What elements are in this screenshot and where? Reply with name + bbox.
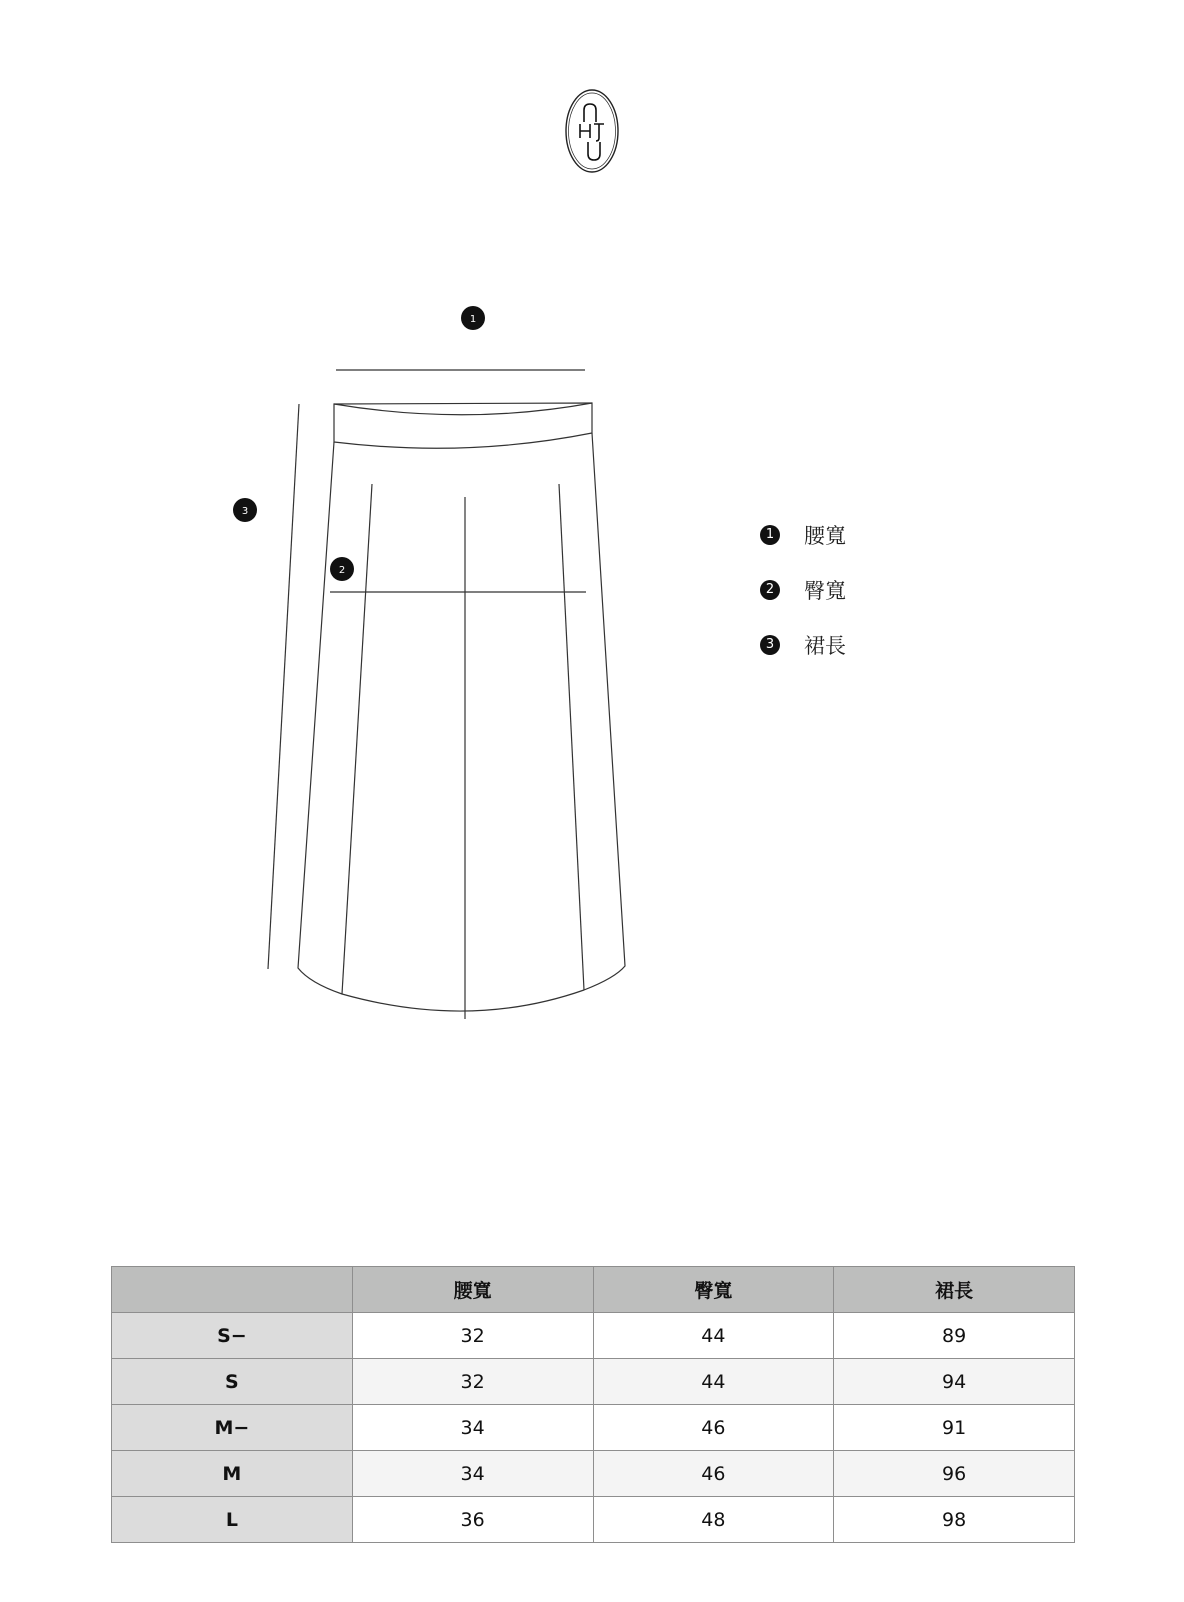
table-header-row bbox=[112, 1267, 1075, 1313]
table-corner-cell bbox=[112, 1267, 353, 1313]
marker-length bbox=[233, 498, 257, 522]
svg-text:2: 2 bbox=[338, 565, 346, 576]
table-cell: 34 bbox=[352, 1451, 593, 1497]
size-label: M− bbox=[112, 1405, 353, 1451]
legend-number-badge: 2 bbox=[760, 580, 780, 600]
svg-text:1: 1 bbox=[469, 314, 477, 325]
header-length: 裙長 bbox=[834, 1267, 1075, 1313]
table-row bbox=[112, 1497, 1075, 1543]
size-label: L bbox=[112, 1497, 353, 1543]
marker-waist bbox=[461, 306, 485, 330]
svg-text:3: 3 bbox=[241, 506, 249, 517]
size-label: S bbox=[112, 1359, 353, 1405]
table-cell: 94 bbox=[834, 1359, 1075, 1405]
legend-label: 裙長 bbox=[804, 634, 846, 658]
table-cell: 96 bbox=[834, 1451, 1075, 1497]
table-cell: 48 bbox=[593, 1497, 834, 1543]
legend-number-badge: 3 bbox=[760, 635, 780, 655]
table-cell: 32 bbox=[352, 1359, 593, 1405]
table-cell: 98 bbox=[834, 1497, 1075, 1543]
table-cell: 89 bbox=[834, 1313, 1075, 1359]
table-cell: 44 bbox=[593, 1359, 834, 1405]
size-label: S− bbox=[112, 1313, 353, 1359]
header-hip: 臀寬 bbox=[593, 1267, 834, 1313]
legend-item-hip bbox=[760, 577, 846, 603]
table-cell: 32 bbox=[352, 1313, 593, 1359]
length-measure-line bbox=[268, 404, 299, 969]
table-cell: 46 bbox=[593, 1405, 834, 1451]
legend-item-waist bbox=[760, 522, 846, 548]
table-cell: 44 bbox=[593, 1313, 834, 1359]
table-row bbox=[112, 1451, 1075, 1497]
skirt-seam-right bbox=[559, 484, 584, 990]
table-row bbox=[112, 1359, 1075, 1405]
table-cell: 91 bbox=[834, 1405, 1075, 1451]
marker-hip bbox=[330, 557, 354, 581]
legend-number-badge: 1 bbox=[760, 525, 780, 545]
legend-label: 臀寬 bbox=[804, 579, 846, 603]
measurement-legend bbox=[760, 522, 846, 687]
skirt-outline bbox=[298, 433, 625, 1011]
legend-label: 腰寬 bbox=[804, 524, 846, 548]
table-cell: 34 bbox=[352, 1405, 593, 1451]
legend-item-length bbox=[760, 632, 846, 658]
size-label: M bbox=[112, 1451, 353, 1497]
size-chart-table bbox=[111, 1266, 1075, 1543]
table-cell: 36 bbox=[352, 1497, 593, 1543]
table-row bbox=[112, 1405, 1075, 1451]
table-row bbox=[112, 1313, 1075, 1359]
table-cell: 46 bbox=[593, 1451, 834, 1497]
header-waist: 腰寬 bbox=[352, 1267, 593, 1313]
